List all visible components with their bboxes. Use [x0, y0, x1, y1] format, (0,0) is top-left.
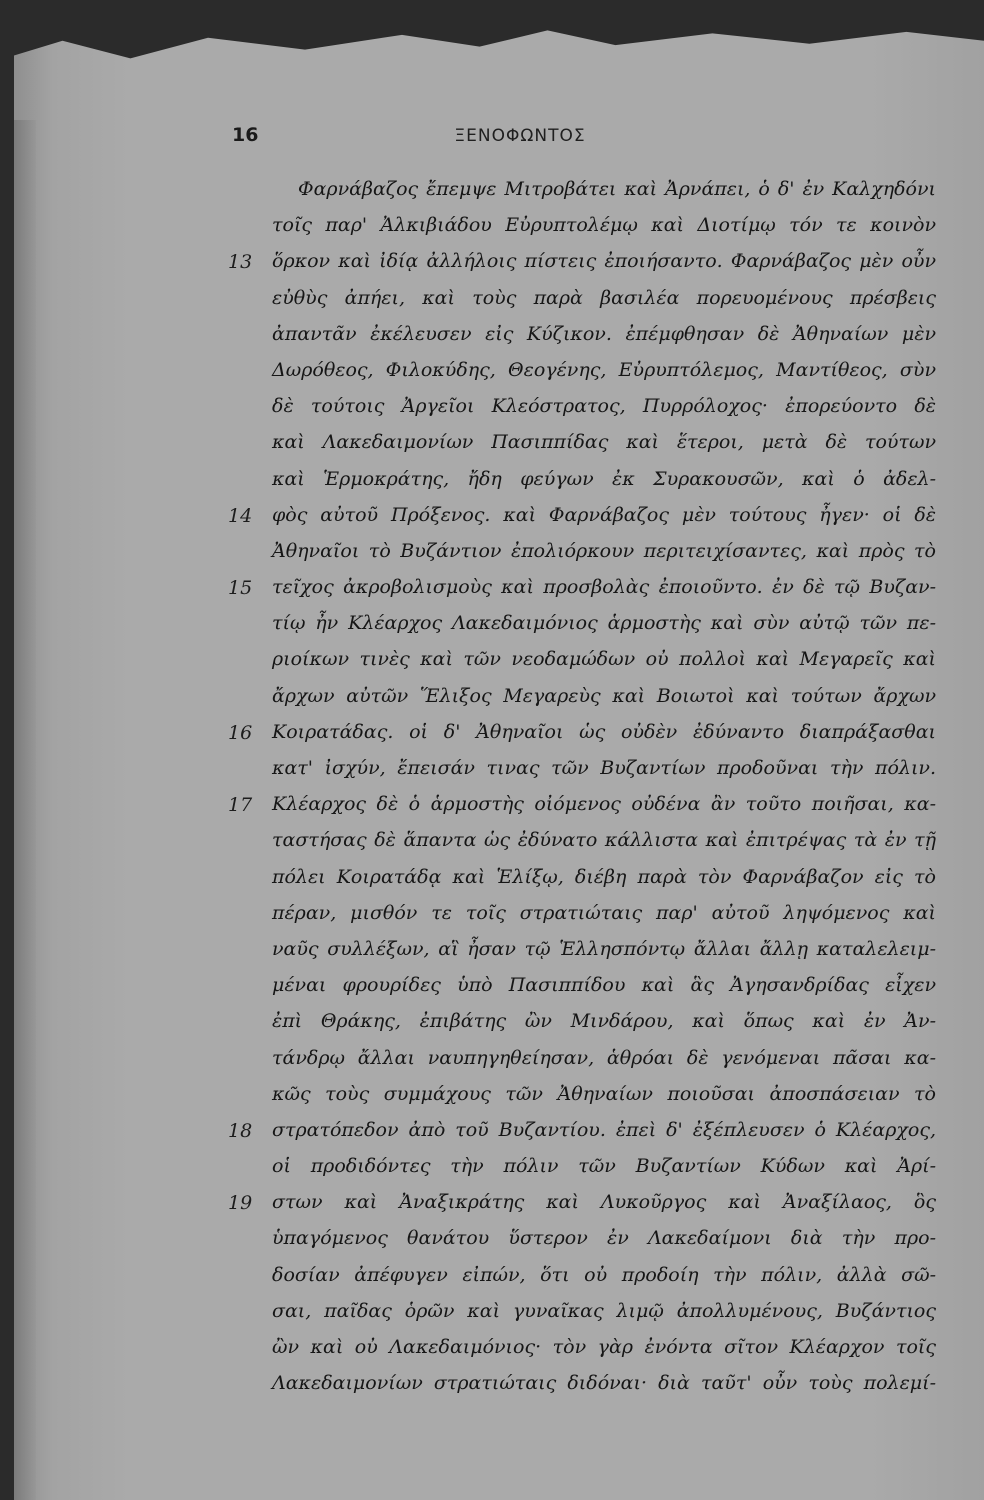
text-line	[0, 317, 984, 353]
text-line	[0, 1221, 984, 1257]
line-text: πόλει Κοιρατάδᾳ καὶ Ἑλίξῳ, διέβη παρὰ τὸν Φαρνάβαζον εἰς τὸ	[272, 865, 936, 888]
section-number: 16	[228, 721, 253, 744]
text-line	[0, 498, 984, 534]
line-text: τεῖχος ἀκροβολισμοὺς καὶ προσβολὰς ἐποιοῦντο. ἐν δὲ τῷ Βυζαν-	[272, 576, 936, 599]
line-text: ταστήσας δὲ ἅπαντα ὡς ἐδύνατο κάλλιστα καὶ ἐπιτρέψας τὰ ἐν τῇ	[272, 829, 936, 852]
line-text: στων καὶ Ἀναξικράτης καὶ Λυκοῦργος καὶ Ἀναξίλαος, ὃς	[272, 1191, 936, 1214]
running-head: ΞΕΝΟΦΩΝΤΟΣ	[454, 126, 586, 146]
text-line	[0, 1149, 984, 1185]
section-number: 15	[228, 577, 253, 600]
text-line	[0, 787, 984, 823]
line-text: ὅρκον καὶ ἰδίᾳ ἀλλήλοις πίστεις ἐποιήσαντο. Φαρνάβαζος μὲν οὖν	[272, 250, 936, 273]
text-line	[0, 1366, 984, 1402]
line-text: σαι, παῖδας ὁρῶν καὶ γυναῖκας λιμῷ ἀπολλυμένους, Βυζάντιος	[272, 1299, 936, 1322]
main-text-block	[0, 172, 984, 1402]
text-line	[0, 1004, 984, 1040]
line-text: φὸς αὐτοῦ Πρόξενος. καὶ Φαρνάβαζος μὲν τούτους ἦγεν· οἱ δὲ	[272, 503, 936, 526]
line-text: Λακεδαιμονίων στρατιώταις διδόναι· διὰ ταῦτ' οὖν τοὺς πολεμί-	[272, 1372, 936, 1395]
text-line	[0, 462, 984, 498]
text-line	[0, 968, 984, 1004]
line-text: ὢν καὶ οὐ Λακεδαιμόνιος· τὸν γὰρ ἐνόντα σῖτον Κλέαρχον τοῖς	[272, 1336, 936, 1358]
text-line	[0, 425, 984, 461]
text-line	[0, 642, 984, 678]
text-line	[0, 715, 984, 751]
line-text: Ἀθηναῖοι τὸ Βυζάντιον ἐπολιόρκουν περιτειχίσαντες, καὶ πρὸς τὸ	[272, 539, 936, 562]
line-text: ἐπὶ Θράκης, ἐπιβάτης ὢν Μινδάρου, καὶ ὅπως καὶ ἐν Ἀν-	[272, 1010, 936, 1033]
text-line	[0, 1258, 984, 1294]
section-number: 14	[228, 504, 253, 527]
line-text: στρατόπεδον ἀπὸ τοῦ Βυζαντίου. ἐπεὶ δ' ἐξέπλευσεν ὁ Κλέαρχος,	[272, 1118, 936, 1141]
line-text: καὶ Λακεδαιμονίων Πασιππίδας καὶ ἕτεροι, μετὰ δὲ τούτων	[272, 431, 936, 454]
text-line	[0, 1294, 984, 1330]
text-line	[0, 751, 984, 787]
line-text: τίῳ ἦν Κλέαρχος Λακεδαιμόνιος ἁρμοστὴς καὶ σὺν αὐτῷ τῶν πε-	[272, 612, 936, 635]
line-text: κατ' ἰσχύν, ἔπεισάν τινας τῶν Βυζαντίων προδοῦναι τὴν πόλιν.	[272, 757, 936, 779]
text-line	[0, 932, 984, 968]
line-text: πέραν, μισθόν τε τοῖς στρατιώταις παρ' αὐτοῦ ληψόμενος καὶ	[272, 901, 936, 924]
text-line	[0, 679, 984, 715]
line-text: ριοίκων τινὲς καὶ τῶν νεοδαμώδων οὐ πολλοὶ καὶ Μεγαρεῖς καὶ	[272, 648, 936, 671]
text-line	[0, 860, 984, 896]
text-line	[0, 172, 984, 208]
line-text: Δωρόθεος, Φιλοκύδης, Θεογένης, Εὐρυπτόλεμος, Μαντίθεος, σὺν	[272, 358, 936, 381]
line-text: κῶς τοὺς συμμάχους τῶν Ἀθηναίων ποιοῦσαι ἀποσπάσειαν τὸ	[272, 1082, 936, 1105]
line-text: Κλέαρχος δὲ ὁ ἁρμοστὴς οἰόμενος οὐδένα ἂν τοῦτο ποιῆσαι, κα-	[272, 793, 936, 816]
line-text: καὶ Ἑρμοκράτης, ἤδη φεύγων ἐκ Συρακουσῶν, καὶ ὁ ἀδελ-	[272, 467, 936, 490]
text-line	[0, 244, 984, 280]
line-text: δοσίαν ἀπέφυγεν εἰπών, ὅτι οὐ προδοίη τὴν πόλιν, ἀλλὰ σῶ-	[272, 1263, 936, 1286]
line-text: δὲ τούτοις Ἀργεῖοι Κλεόστρατος, Πυρρόλοχος· ἐπορεύοντο δὲ	[272, 395, 936, 418]
line-text: εὐθὺς ἀπήει, καὶ τοὺς παρὰ βασιλέα πορευομένους πρέσβεις	[272, 286, 936, 309]
text-line	[0, 896, 984, 932]
line-text: Φαρνάβαζος ἔπεμψε Μιτροβάτει καὶ Ἀρνάπει, ὁ δ' ἐν Καλχηδόνι	[298, 178, 936, 200]
text-line	[0, 1041, 984, 1077]
line-text: Κοιρατάδας. οἱ δ' Ἀθηναῖοι ὡς οὐδὲν ἐδύναντο διαπράξασθαι	[272, 720, 936, 743]
line-text: τοῖς παρ' Ἀλκιβιάδου Εὐρυπτολέμῳ καὶ Διοτίμῳ τόν τε κοινὸν	[272, 214, 936, 237]
text-line	[0, 1113, 984, 1149]
text-line	[0, 534, 984, 570]
page-header	[0, 124, 984, 152]
line-text: μέναι φρουρίδες ὑπὸ Πασιππίδου καὶ ἃς Ἀγησανδρίδας εἶχεν	[272, 974, 936, 997]
text-line	[0, 1330, 984, 1366]
line-text: ἄρχων αὐτῶν Ἕλιξος Μεγαρεὺς καὶ Βοιωτοὶ καὶ τούτων ἄρχων	[272, 684, 936, 707]
text-line	[0, 281, 984, 317]
section-number: 19	[228, 1192, 253, 1215]
page-number: 16	[232, 124, 259, 146]
section-number: 18	[228, 1119, 253, 1142]
text-line	[0, 1185, 984, 1221]
text-line	[0, 208, 984, 244]
text-line	[0, 606, 984, 642]
text-line	[0, 353, 984, 389]
line-text: ὑπαγόμενος θανάτου ὕστερον ἐν Λακεδαίμονι διὰ τὴν προ-	[272, 1227, 936, 1250]
section-number: 13	[228, 251, 253, 274]
text-line	[0, 823, 984, 859]
section-number: 17	[228, 794, 253, 817]
line-text: ναῦς συλλέξων, αἳ ἦσαν τῷ Ἑλλησπόντῳ ἄλλαι ἄλλῃ καταλελειμ-	[272, 937, 936, 960]
line-text: τάνδρῳ ἄλλαι ναυπηγηθείησαν, ἁθρόαι δὲ γενόμεναι πᾶσαι κα-	[272, 1046, 936, 1069]
text-line	[0, 570, 984, 606]
text-line	[0, 1077, 984, 1113]
line-text: ἀπαντᾶν ἐκέλευσεν εἰς Κύζικον. ἐπέμφθησαν δὲ Ἀθηναίων μὲν	[272, 322, 936, 345]
text-line	[0, 389, 984, 425]
line-text: οἱ προδιδόντες τὴν πόλιν τῶν Βυζαντίων Κύδων καὶ Ἀρί-	[272, 1155, 936, 1178]
